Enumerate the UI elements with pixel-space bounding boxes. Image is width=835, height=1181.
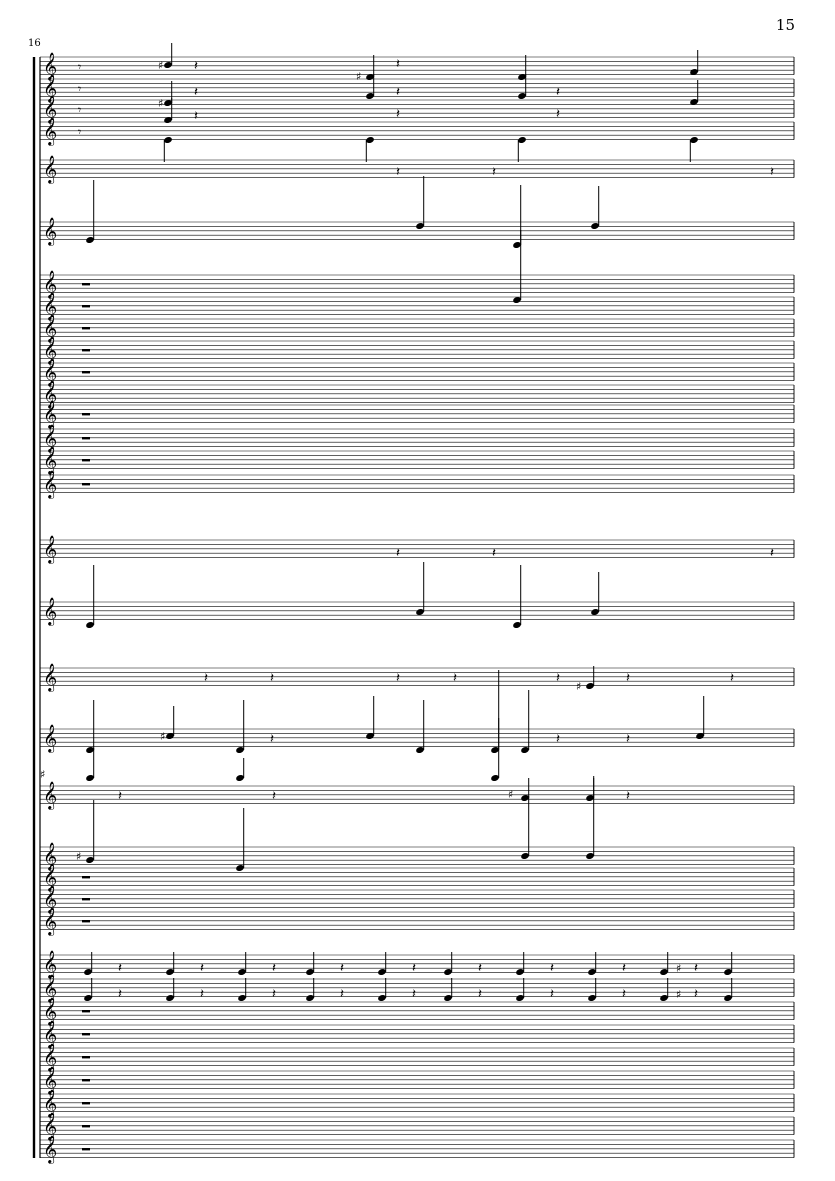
note [163, 136, 173, 162]
note [165, 978, 175, 1002]
treble-clef-icon: 𝄞 [43, 1066, 58, 1094]
quarter-rest: 𝄽 [492, 165, 496, 180]
treble-clef-icon: 𝄞 [43, 52, 58, 80]
treble-clef-icon: 𝄞 [43, 292, 58, 320]
treble-clef-icon: 𝄞 [43, 1089, 58, 1117]
treble-clef-icon: 𝄞 [43, 400, 58, 428]
treble-clef-icon: 𝄞 [43, 724, 58, 752]
sharp-accidental: ♯ [508, 788, 514, 801]
note [85, 748, 95, 782]
note [85, 700, 95, 754]
whole-rest [82, 1125, 90, 1127]
staff [40, 424, 794, 453]
treble-clef-icon: 𝄞 [43, 863, 58, 891]
quarter-rest: 𝄽 [478, 987, 482, 1002]
treble-clef-icon: 𝄞 [43, 842, 58, 870]
note [689, 136, 699, 162]
note [585, 666, 595, 690]
eighth-rest: 𝄾 [78, 103, 82, 117]
note [85, 800, 95, 864]
note [520, 778, 530, 802]
note [689, 50, 699, 76]
quarter-rest: 𝄽 [412, 961, 416, 976]
quarter-rest: 𝄽 [200, 961, 204, 976]
staff [40, 1089, 794, 1118]
treble-clef-icon: 𝄞 [43, 314, 58, 342]
staff [40, 314, 794, 343]
whole-rest [82, 1079, 90, 1081]
quarter-rest: 𝄽 [556, 732, 560, 747]
note [415, 562, 425, 616]
staff [40, 781, 794, 810]
staff [40, 95, 794, 124]
note [235, 808, 245, 872]
note [85, 180, 95, 244]
treble-clef-icon: 𝄞 [43, 424, 58, 452]
quarter-rest: 𝄽 [118, 987, 122, 1002]
treble-clef-icon: 𝄞 [43, 336, 58, 364]
quarter-rest: 𝄽 [770, 165, 774, 180]
note [515, 978, 525, 1002]
quarter-rest: 𝄽 [396, 546, 400, 561]
quarter-rest: 𝄽 [556, 85, 560, 100]
quarter-rest: 𝄽 [396, 165, 400, 180]
treble-clef-icon: 𝄞 [43, 1135, 58, 1163]
treble-clef-icon: 𝄞 [43, 117, 58, 145]
note [235, 700, 245, 754]
quarter-rest: 𝄽 [270, 732, 274, 747]
quarter-rest: 𝄽 [340, 987, 344, 1002]
treble-clef-icon: 𝄞 [43, 1043, 58, 1071]
treble-clef-icon: 𝄞 [43, 907, 58, 935]
treble-clef-icon: 𝄞 [43, 885, 58, 913]
quarter-rest: 𝄽 [272, 987, 276, 1002]
staff [40, 663, 794, 692]
treble-clef-icon: 𝄞 [43, 597, 58, 625]
staff [40, 1020, 794, 1049]
whole-rest [82, 305, 90, 307]
treble-clef-icon: 𝄞 [43, 1112, 58, 1140]
quarter-rest: 𝄽 [622, 961, 626, 976]
treble-clef-icon: 𝄞 [43, 95, 58, 123]
treble-clef-icon: 𝄞 [43, 74, 58, 102]
whole-rest [82, 898, 90, 900]
note [587, 978, 597, 1002]
treble-clef-icon: 𝄞 [43, 470, 58, 498]
sharp-accidental: ♯ [676, 962, 682, 975]
treble-clef-icon: 𝄞 [43, 974, 58, 1002]
staff [40, 217, 794, 246]
measure-number: 16 [28, 38, 41, 49]
treble-clef-icon: 𝄞 [43, 1020, 58, 1048]
whole-rest [82, 327, 90, 329]
quarter-rest: 𝄽 [556, 107, 560, 122]
note [163, 43, 173, 69]
quarter-rest: 𝄽 [396, 85, 400, 100]
note [520, 690, 530, 754]
quarter-rest: 𝄽 [550, 987, 554, 1002]
sharp-accidental: ♯ [356, 70, 362, 83]
note [517, 136, 527, 162]
whole-rest [82, 1010, 90, 1012]
staff [40, 155, 794, 184]
staff [40, 907, 794, 936]
whole-rest [82, 437, 90, 439]
quarter-rest: 𝄽 [694, 961, 698, 976]
whole-rest [82, 283, 90, 285]
note [165, 706, 175, 740]
quarter-rest: 𝄽 [626, 732, 630, 747]
note [689, 80, 699, 106]
eighth-rest: 𝄾 [78, 125, 82, 139]
quarter-rest: 𝄽 [453, 671, 457, 686]
page-number: 15 [775, 16, 795, 34]
eighth-rest: 𝄾 [78, 82, 82, 96]
quarter-rest: 𝄽 [194, 59, 198, 74]
note [443, 978, 453, 1002]
sharp-accidental: ♯ [158, 97, 164, 110]
quarter-rest: 𝄽 [340, 961, 344, 976]
whole-rest [82, 1033, 90, 1035]
whole-rest [82, 1102, 90, 1104]
quarter-rest: 𝄽 [204, 671, 208, 686]
treble-clef-icon: 𝄞 [43, 155, 58, 183]
sharp-accidental: ♯ [40, 768, 46, 781]
quarter-rest: 𝄽 [396, 671, 400, 686]
treble-clef-icon: 𝄞 [43, 535, 58, 563]
staff [40, 117, 794, 146]
quarter-rest: 𝄽 [550, 961, 554, 976]
treble-clef-icon: 𝄞 [43, 217, 58, 245]
staff [40, 52, 794, 81]
treble-clef-icon: 𝄞 [43, 781, 58, 809]
staff [40, 1135, 794, 1164]
treble-clef-icon: 𝄞 [43, 663, 58, 691]
staff [40, 446, 794, 475]
note [237, 978, 247, 1002]
sharp-accidental: ♯ [76, 850, 82, 863]
whole-rest [82, 459, 90, 461]
note [512, 230, 522, 304]
quarter-rest: 𝄽 [272, 789, 276, 804]
quarter-rest: 𝄽 [118, 961, 122, 976]
quarter-rest: 𝄽 [626, 671, 630, 686]
note [585, 778, 595, 802]
note [83, 978, 93, 1002]
quarter-rest: 𝄽 [200, 987, 204, 1002]
sharp-accidental: ♯ [160, 730, 166, 743]
whole-rest [82, 349, 90, 351]
note [377, 978, 387, 1002]
staff [40, 380, 794, 409]
staff [40, 74, 794, 103]
quarter-rest: 𝄽 [694, 987, 698, 1002]
quarter-rest: 𝄽 [622, 987, 626, 1002]
sharp-accidental: ♯ [676, 988, 682, 1001]
note [723, 978, 733, 1002]
note [365, 136, 375, 162]
treble-clef-icon: 𝄞 [43, 270, 58, 298]
quarter-rest: 𝄽 [194, 85, 198, 100]
quarter-rest: 𝄽 [412, 987, 416, 1002]
treble-clef-icon: 𝄞 [43, 380, 58, 408]
staff [40, 358, 794, 387]
note [235, 758, 245, 782]
staff [40, 885, 794, 914]
note [659, 978, 669, 1002]
whole-rest [82, 413, 90, 415]
staff [40, 863, 794, 892]
quarter-rest: 𝄽 [492, 546, 496, 561]
staff [40, 1043, 794, 1072]
treble-clef-icon: 𝄞 [43, 950, 58, 978]
sharp-accidental: ♯ [158, 59, 164, 72]
staff [40, 535, 794, 564]
staff [40, 270, 794, 299]
staff [40, 1112, 794, 1141]
quarter-rest: 𝄽 [478, 961, 482, 976]
whole-rest [82, 920, 90, 922]
quarter-rest: 𝄽 [194, 109, 198, 124]
treble-clef-icon: 𝄞 [43, 446, 58, 474]
treble-clef-icon: 𝄞 [43, 358, 58, 386]
note [590, 186, 600, 230]
quarter-rest: 𝄽 [270, 671, 274, 686]
quarter-rest: 𝄽 [770, 546, 774, 561]
notation-marks [40, 43, 774, 1150]
note [415, 700, 425, 754]
treble-clef-icon: 𝄞 [43, 997, 58, 1025]
staff [40, 842, 794, 871]
note [305, 978, 315, 1002]
quarter-rest: 𝄽 [118, 789, 122, 804]
note [590, 572, 600, 616]
staff [40, 470, 794, 499]
whole-rest [82, 371, 90, 373]
quarter-rest: 𝄽 [396, 107, 400, 122]
quarter-rest: 𝄽 [556, 671, 560, 686]
staff [40, 400, 794, 429]
quarter-rest: 𝄽 [626, 789, 630, 804]
staff [40, 336, 794, 365]
staff [40, 292, 794, 321]
whole-rest [82, 1056, 90, 1058]
sharp-accidental: ♯ [576, 680, 582, 693]
whole-rest [82, 1148, 90, 1150]
whole-rest [82, 876, 90, 878]
note [520, 796, 530, 860]
whole-rest [82, 483, 90, 485]
quarter-rest: 𝄽 [272, 961, 276, 976]
quarter-rest: 𝄽 [396, 57, 400, 72]
staff [40, 997, 794, 1026]
eighth-rest: 𝄾 [78, 60, 82, 74]
staff [40, 1066, 794, 1095]
quarter-rest: 𝄽 [730, 671, 734, 686]
